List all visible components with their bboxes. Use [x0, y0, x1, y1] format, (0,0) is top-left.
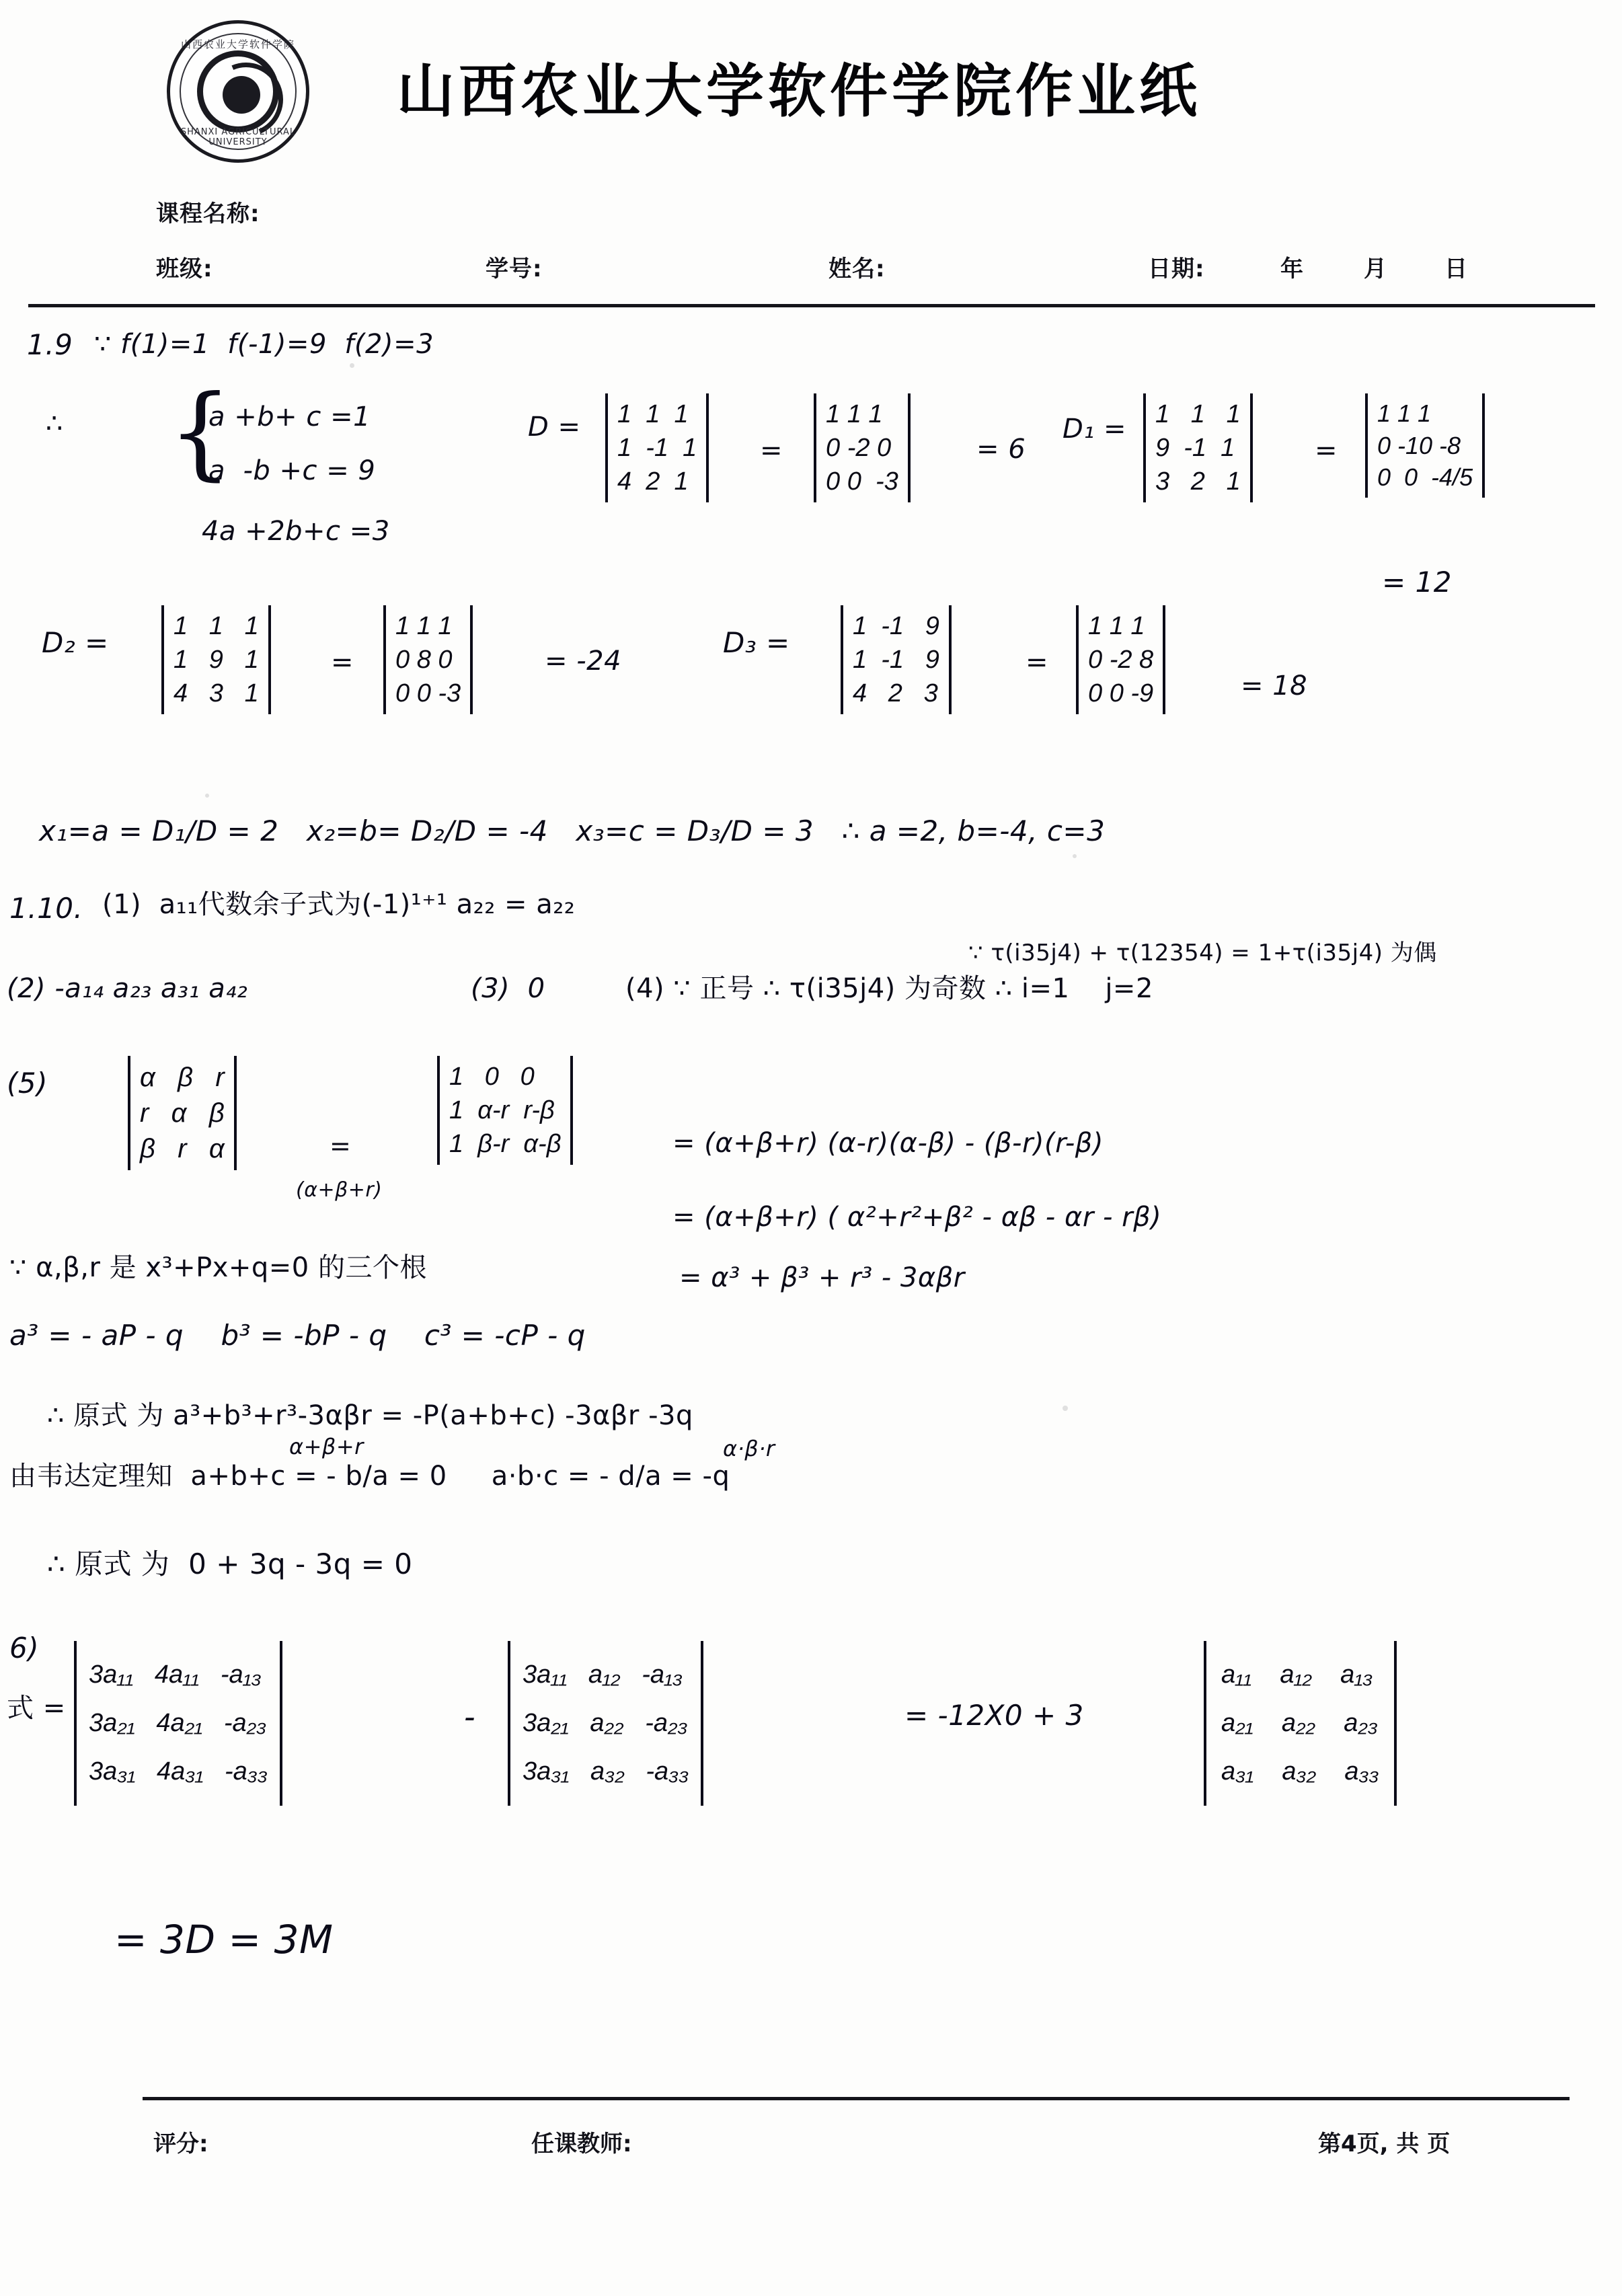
page-header — [0, 12, 1622, 167]
determinant-D-value: = 6 — [976, 434, 1026, 465]
year-label: 年 — [1280, 256, 1304, 282]
determinant-D-label: D = — [528, 412, 581, 443]
det-D2-reduced-row-1: 1 1 1 — [395, 612, 453, 640]
problem-1-10-item-3: (3) 0 — [471, 973, 545, 1004]
determinant-D2-matrix — [161, 605, 271, 714]
det-D3-row-3: 4 2 3 — [853, 679, 938, 708]
header-divider — [28, 304, 1595, 307]
problem-1-10-number: 1.10. — [9, 892, 83, 925]
problem-1-10-item-1-note: ∵ τ(i35j4) + τ(12354) = 1+τ(i35j4) 为偶 — [968, 940, 1437, 966]
problem-1-9-number: 1.9 — [27, 328, 73, 361]
roots-statement: ∵ α,β,r 是 x³+Px+q=0 的三个根 — [9, 1252, 427, 1283]
paper-speck — [350, 363, 354, 368]
det-D2-reduced-row-3: 0 0 -3 — [395, 679, 461, 708]
reduced-symmetric-determinant — [437, 1056, 573, 1165]
det-D3-row-1: 1 -1 9 — [853, 612, 939, 640]
sym-det-row-2: r α β — [140, 1098, 225, 1128]
university-logo — [167, 20, 309, 163]
determinant-D1-reduced — [1365, 393, 1485, 498]
det-D1-reduced-row-1: 1 1 1 — [1377, 399, 1432, 427]
problem-1-9-given: ∵ f(1)=1 f(-1)=9 f(2)=3 — [94, 329, 434, 360]
determinant-D1-matrix — [1143, 393, 1253, 502]
det-D3-reduced-row-3: 0 0 -9 — [1088, 679, 1154, 708]
p6-m2-row-1: 3a₁₁ a₁₂ -a₁₃ — [523, 1660, 683, 1689]
problem-6-number: 6) — [9, 1632, 40, 1664]
course-name-label: 课程名称: — [156, 200, 260, 227]
student-id-label: 学号: — [486, 256, 543, 282]
paper-speck — [1073, 854, 1077, 858]
minus-sign: - — [464, 1699, 476, 1735]
equals-sign-3: = — [331, 647, 354, 678]
p6-m1-row-3: 3a₃₁ 4a₃₁ -a₃₃ — [89, 1757, 268, 1786]
logo-text-top: 山西农业大学软件学院 — [180, 38, 295, 50]
det-D1-row-2: 9 -1 1 — [1155, 434, 1235, 463]
p6-m3-row-3: a₃₁ a₃₂ a₃₃ — [1221, 1757, 1379, 1786]
student-name-label: 姓名: — [828, 256, 886, 282]
red-sym-row-3: 1 β-r α-β — [449, 1130, 562, 1159]
equation-1: a +b+ c =1 — [208, 401, 371, 432]
det-D1-row-3: 3 2 1 — [1155, 467, 1241, 496]
problem-6-matrix-2 — [508, 1641, 703, 1806]
vieta-overwrite-2: α·β·r — [723, 1436, 775, 1461]
equation-3: 4a +2b+c =3 — [202, 516, 390, 547]
equals-sign-1: = — [760, 435, 783, 466]
meta-fields — [0, 195, 1622, 296]
teacher-label: 任课教师: — [531, 2131, 632, 2157]
determinant-D-matrix — [605, 393, 709, 502]
solution-line: x₁=a = D₁/D = 2 x₂=b= D₂/D = -4 x₃=c = D₃/D = 3 ∴ a =2, b=-4, c=3 — [39, 814, 1106, 847]
determinant-D-reduced — [814, 393, 911, 502]
determinant-D1-label: D₁ = — [1063, 414, 1127, 445]
determinant-D3-matrix — [841, 605, 952, 714]
problem-6-lhs: 式 = — [7, 1693, 66, 1724]
date-label: 日期: — [1148, 256, 1205, 282]
det-D2-reduced-row-2: 0 8 0 — [395, 646, 453, 675]
common-factor: (α+β+r) — [296, 1178, 383, 1202]
problem-6-matrix-1 — [74, 1641, 282, 1806]
det-D-reduced-row-2: 0 -2 0 — [826, 434, 892, 463]
determinant-D2-reduced — [383, 605, 473, 714]
det-D3-reduced-row-2: 0 -2 8 — [1088, 646, 1154, 675]
day-label: 日 — [1444, 256, 1468, 282]
footer-divider — [143, 2097, 1570, 2100]
sym-det-row-3: β r α — [140, 1133, 225, 1163]
determinant-D3-reduced — [1076, 605, 1165, 714]
class-label: 班级: — [156, 256, 213, 282]
p6-m1-row-1: 3a₁₁ 4a₁₁ -a₁₃ — [89, 1660, 262, 1689]
det-D2-row-2: 1 9 1 — [173, 646, 259, 675]
symmetric-determinant — [128, 1056, 237, 1170]
expansion-line-1: = (α+β+r) (α-r)(α-β) - (β-r)(r-β) — [672, 1128, 1104, 1159]
expansion-line-2: = (α+β+r) ( α²+r²+β² - αβ - αr - rβ) — [672, 1202, 1162, 1233]
det-D-row-1: 1 1 1 — [617, 400, 689, 428]
vieta-theorem-line: 由韦达定理知 a+b+c = - b/a = 0 a·b·c = - d/a = -q — [9, 1461, 730, 1492]
problem-6-middle-expression: = -12X0 + 3 — [904, 1699, 1084, 1732]
logo-text-bottom: SHANXI AGRICULTURAL UNIVERSITY — [180, 127, 296, 147]
det-D-reduced-row-1: 1 1 1 — [826, 400, 883, 428]
det-D1-reduced-row-3: 0 0 -4/5 — [1377, 463, 1473, 492]
problem-1-10-item-4: (4) ∵ 正号 ∴ τ(i35j4) 为奇数 ∴ i=1 j=2 — [625, 973, 1153, 1004]
therefore-symbol-1: ∴ — [46, 408, 63, 439]
p6-m2-row-3: 3a₃₁ a₃₂ -a₃₃ — [523, 1757, 689, 1786]
equals-sign-4: = — [1026, 647, 1049, 678]
determinant-D3-value: = 18 — [1241, 671, 1308, 701]
determinant-D3-label: D₃ = — [723, 626, 790, 659]
system-brace: { — [168, 374, 233, 491]
det-D2-row-1: 1 1 1 — [173, 612, 259, 640]
original-expression-1: ∴ 原式 为 a³+b³+r³-3αβr = -P(a+b+c) -3αβr -3q — [47, 1400, 693, 1431]
problem-6-result: = 3D = 3M — [114, 1917, 334, 1962]
p6-m3-row-2: a₂₁ a₂₂ a₂₃ — [1221, 1709, 1378, 1738]
red-sym-row-2: 1 α-r r-β — [449, 1096, 555, 1125]
cube-relations: a³ = - aP - q b³ = -bP - q c³ = -cP - q — [9, 1319, 586, 1352]
paper-speck — [205, 794, 209, 798]
det-D-row-2: 1 -1 1 — [617, 434, 697, 463]
problem-1-10-item-2: (2) -a₁₄ a₂₃ a₃₁ a₄₂ — [7, 973, 248, 1004]
det-D-row-3: 4 2 1 — [617, 467, 689, 496]
equation-2: a -b +c = 9 — [208, 455, 376, 486]
vieta-overwrite-1: α+β+r — [289, 1434, 364, 1459]
det-D1-reduced-row-2: 0 -10 -8 — [1377, 431, 1461, 459]
original-expression-2: ∴ 原式 为 0 + 3q - 3q = 0 — [47, 1547, 413, 1580]
score-label: 评分: — [153, 2131, 208, 2157]
equals-sign-2: = — [1315, 435, 1338, 466]
det-D1-row-1: 1 1 1 — [1155, 400, 1241, 428]
red-sym-row-1: 1 0 0 — [449, 1063, 535, 1091]
course-row — [156, 195, 260, 228]
sym-det-row-1: α β r — [140, 1063, 225, 1092]
det-D3-reduced-row-1: 1 1 1 — [1088, 612, 1145, 640]
page-title: 山西农业大学软件学院作业纸 — [397, 58, 1201, 125]
page-number-label: 第4页, 共 页 — [1318, 2131, 1451, 2157]
expansion-line-3: = α³ + β³ + r³ - 3αβr — [679, 1262, 965, 1293]
equals-sign-5: = — [330, 1131, 352, 1161]
determinant-D2-value: = -24 — [545, 646, 622, 677]
p6-m2-row-2: 3a₂₁ a₂₂ -a₂₃ — [523, 1709, 688, 1738]
p6-m3-row-1: a₁₁ a₁₂ a₁₃ — [1221, 1660, 1373, 1689]
paper-speck — [1063, 1406, 1068, 1411]
page-footer — [0, 2125, 1622, 2186]
problem-6-matrix-3 — [1204, 1641, 1397, 1806]
problem-1-10-item-5-number: (5) — [7, 1067, 48, 1100]
problem-1-10-item-1: (1) a₁₁代数余子式为(-1)¹⁺¹ a₂₂ = a₂₂ — [102, 889, 576, 920]
month-label: 月 — [1364, 256, 1387, 282]
det-D-reduced-row-3: 0 0 -3 — [826, 467, 898, 496]
det-D2-row-3: 4 3 1 — [173, 679, 259, 708]
p6-m1-row-2: 3a₂₁ 4a₂₁ -a₂₃ — [89, 1709, 267, 1738]
logo-core — [223, 76, 260, 114]
determinant-D1-value: = 12 — [1382, 566, 1452, 599]
det-D3-row-2: 1 -1 9 — [853, 646, 939, 675]
determinant-D2-label: D₂ = — [42, 626, 109, 659]
